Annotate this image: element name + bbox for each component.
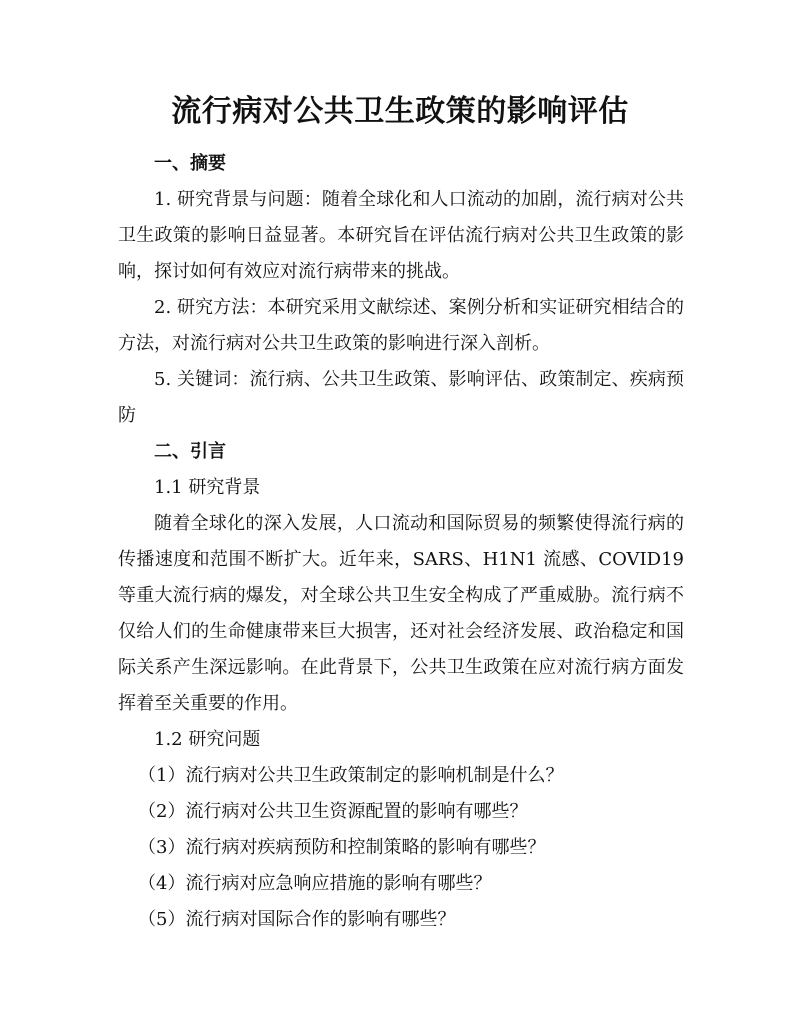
intro-paragraph: 随着全球化的深入发展，人口流动和国际贸易的频繁使得流行病的传播速度和范围不断扩大。近年来，SARS、H1N1 流感、COVID19 等重大流行病的爆发，对全球公共卫生安全构成了严重威胁。流行病不仅给人们的生命健康带来巨大损害，还对社会经济发展、政治稳定和国际关系产生深远影响。在此背景下，公共卫生政策在应对流行病方面发挥着至关重要的作用。 (118, 513, 684, 714)
abstract-heading: 一、摘要 (154, 153, 226, 174)
question-item: （4）流行病对应急响应措施的影响有哪些？ (138, 873, 492, 894)
subheading-research-background: 1.1 研究背景 (154, 477, 261, 498)
abstract-paragraph-method: 2. 研究方法：本研究采用文献综述、案例分析和实证研究相结合的方法，对流行病对公共卫生政策的影响进行深入剖析。 (118, 297, 684, 354)
document-title: 流行病对公共卫生政策的影响评估 (171, 94, 629, 129)
question-item: （5）流行病对国际合作的影响有哪些？ (138, 909, 456, 930)
intro-heading: 二、引言 (154, 441, 226, 462)
abstract-paragraph-keywords: 5. 关键词：流行病、公共卫生政策、影响评估、政策制定、疾病预防 (118, 369, 684, 426)
question-item: （1）流行病对公共卫生政策制定的影响机制是什么？ (138, 765, 564, 786)
question-item: （3）流行病对疾病预防和控制策略的影响有哪些？ (138, 837, 546, 858)
subheading-research-questions: 1.2 研究问题 (154, 729, 261, 750)
document-body (118, 146, 684, 938)
question-item: （2）流行病对公共卫生资源配置的影响有哪些？ (138, 801, 528, 822)
abstract-paragraph-background: 1. 研究背景与问题：随着全球化和人口流动的加剧，流行病对公共卫生政策的影响日益显著。本研究旨在评估流行病对公共卫生政策的影响，探讨如何有效应对流行病带来的挑战。 (118, 189, 684, 282)
